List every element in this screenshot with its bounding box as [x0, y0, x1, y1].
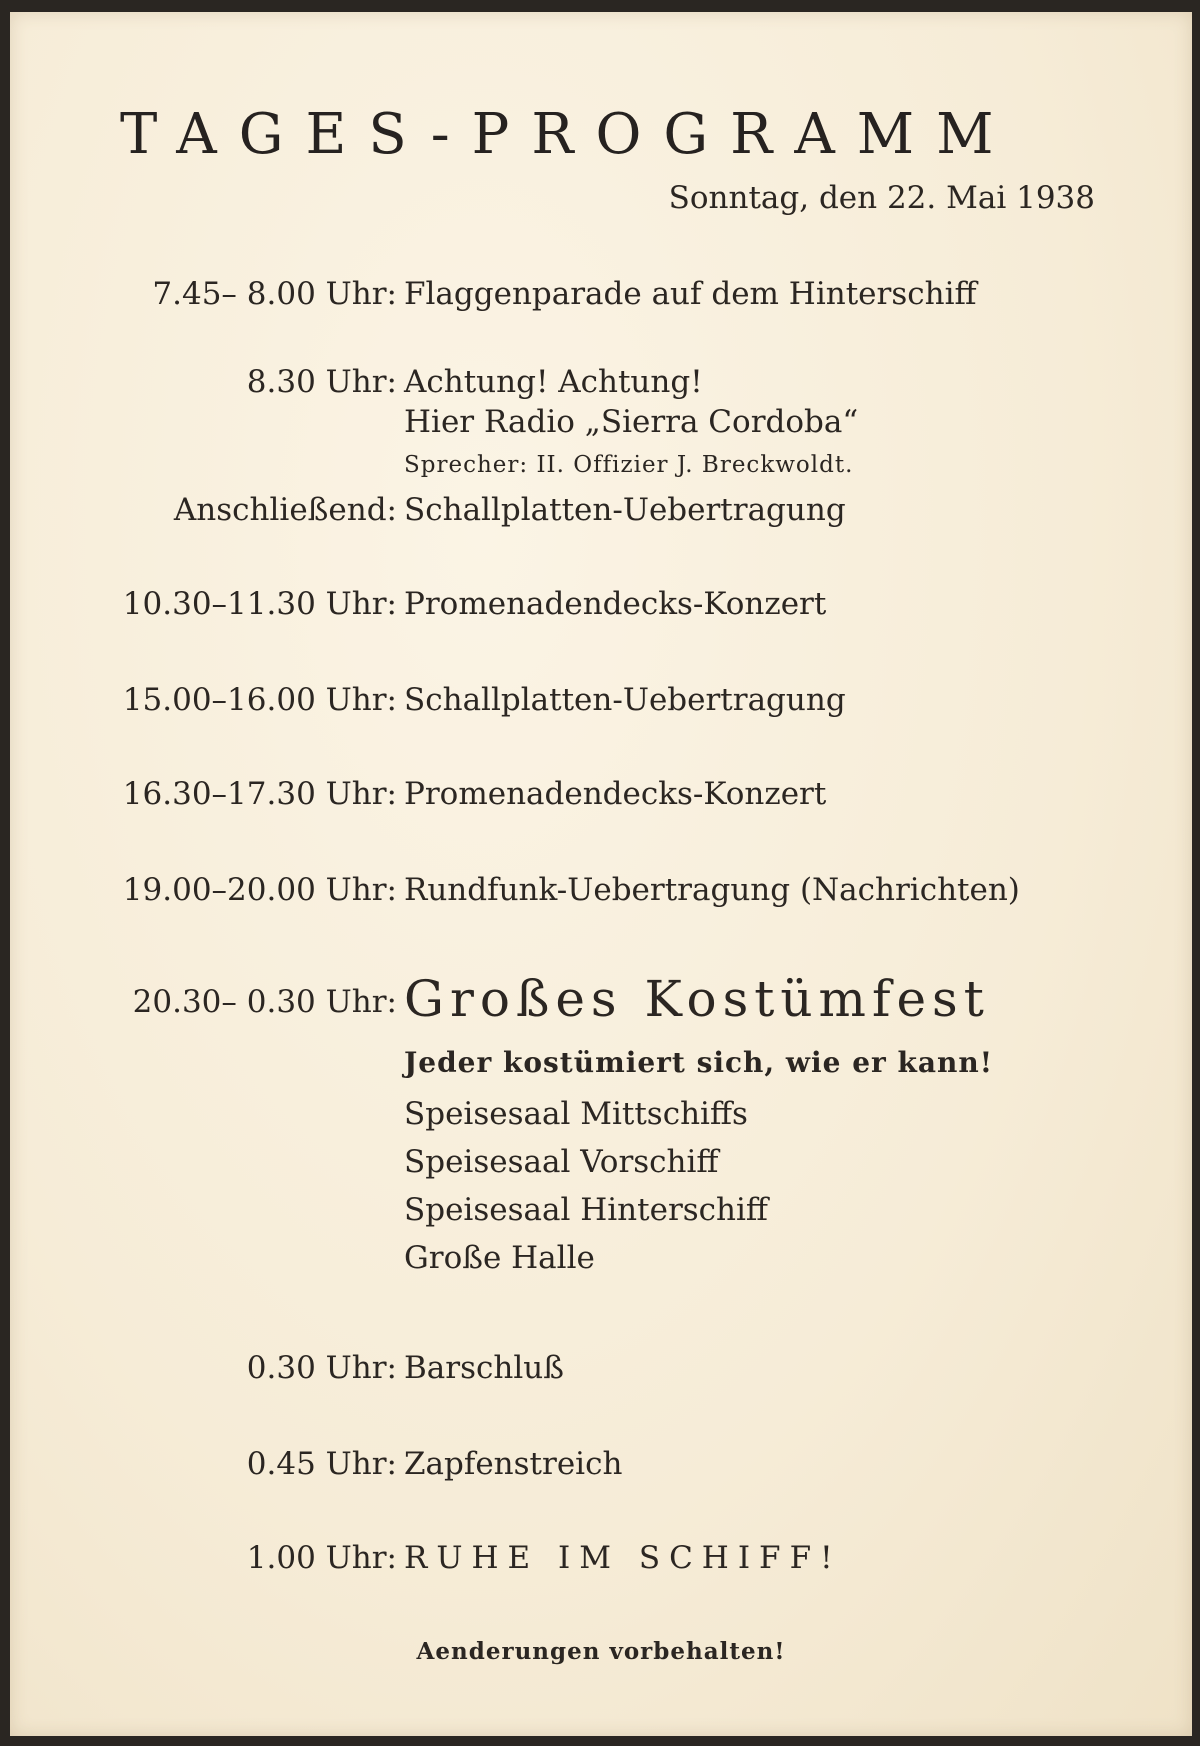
entry-time: 0.30 Uhr:: [246, 1350, 397, 1386]
entry-text: Achtung! Achtung!: [404, 364, 703, 400]
entry-text: Zapfenstreich: [404, 1446, 623, 1482]
entry-time: 1.00 Uhr:: [246, 1540, 397, 1576]
entry-time: 20.30– 0.30 Uhr:: [132, 984, 397, 1020]
venue-item: Große Halle: [404, 1240, 595, 1276]
entry-text: RUHE IM SCHIFF!: [404, 1540, 842, 1576]
entry-time: 0.45 Uhr:: [246, 1446, 397, 1482]
entry-time: 19.00–20.00 Uhr:: [122, 872, 397, 908]
speaker-note: Sprecher: II. Offizier J. Breckwoldt.: [404, 452, 854, 478]
entry-text: Schallplatten-Uebertragung: [404, 492, 846, 528]
venue-item: Speisesaal Vorschiff: [404, 1144, 719, 1180]
changes-notice: Aenderungen vorbehalten!: [416, 1638, 786, 1665]
program-date: Sonntag, den 22. Mai 1938: [668, 180, 1095, 216]
program-card: [10, 12, 1192, 1736]
entry-text: Barschluß: [404, 1350, 564, 1386]
entry-text: Hier Radio „Sierra Cordoba“: [404, 404, 859, 440]
entry-text: Promenadendecks-Konzert: [404, 586, 827, 622]
entry-time: 15.00–16.00 Uhr:: [122, 682, 397, 718]
costume-party-motto: Jeder kostümiert sich, wie er kann!: [404, 1046, 994, 1079]
entry-time: 7.45– 8.00 Uhr:: [152, 276, 397, 312]
entry-text: Flaggenparade auf dem Hinterschiff: [404, 276, 977, 312]
entry-time: Anschließend:: [173, 492, 397, 528]
program-title: TAGES-PROGRAMM: [120, 102, 1016, 167]
entry-time: 16.30–17.30 Uhr:: [122, 776, 397, 812]
costume-party-headline: Großes Kostümfest: [404, 970, 990, 1028]
entry-text: Rundfunk-Uebertragung (Nachrichten): [404, 872, 1020, 908]
venue-item: Speisesaal Hinterschiff: [404, 1192, 768, 1228]
entry-time: 10.30–11.30 Uhr:: [122, 586, 397, 622]
entry-time: 8.30 Uhr:: [246, 364, 397, 400]
venue-item: Speisesaal Mittschiffs: [404, 1096, 748, 1132]
entry-text: Promenadendecks-Konzert: [404, 776, 827, 812]
entry-text: Schallplatten-Uebertragung: [404, 682, 846, 718]
